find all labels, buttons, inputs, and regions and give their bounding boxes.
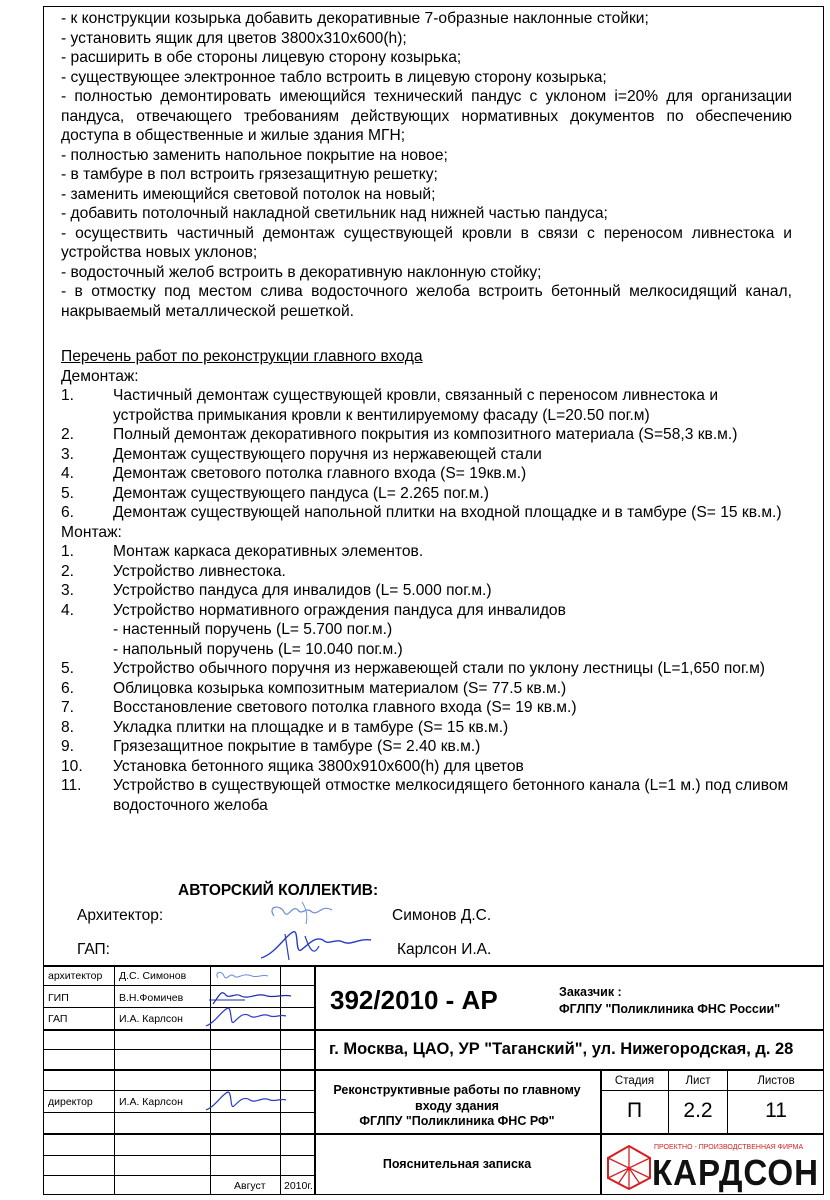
date-month: Август: [234, 1180, 266, 1192]
row-role: директор: [48, 1096, 93, 1108]
item-number: 7.: [61, 699, 75, 716]
list-item: [61, 503, 792, 523]
sheet-label: Лист: [685, 1075, 711, 1087]
intro-item: - заменить имеющийся световой потолок на новый;: [61, 185, 436, 203]
list-item: [61, 464, 792, 484]
project-code: 392/2010 - АР: [330, 985, 498, 1015]
mounting-list: [61, 542, 792, 815]
item-number: 10.: [61, 757, 83, 775]
address: г. Москва, ЦАО, УР "Таганский", ул. Нижегородская, д. 28: [329, 1040, 794, 1058]
item-main-text: Демонтаж существующего пандуса (L= 2.265 пог.м.): [113, 484, 489, 502]
row-role: ГИП: [48, 992, 69, 1004]
item-main-text: Полный демонтаж декоративного покрытия из композитного материала (S=58,3 кв.м.): [113, 426, 738, 443]
list-item: [61, 562, 792, 582]
item-main-text: Устройство ливнестока.: [113, 562, 286, 580]
item-text: [113, 425, 792, 445]
item-text: [113, 464, 792, 484]
item-main-text: Грязезащитное покрытие в тамбуре (S= 2.40 кв.м.): [113, 738, 481, 755]
item-main-text: Устройство в существующей отмостке мелкосидящего бетонного канала (L=1 м.) под сливом водосточного желоба: [113, 777, 789, 814]
item-main-text: Облицовка козырька композитным материалом (S= 77.5 кв.м.): [113, 679, 567, 697]
item-main-text: Восстановление светового потолка главного входа (S= 19 кв.м.): [113, 699, 577, 716]
item-main-text: Укладка плитки на площадке и в тамбуре (S= 15 кв.м.): [113, 718, 509, 736]
gap-name: Карлсон И.А.: [397, 941, 492, 958]
mounting-label: Монтаж:: [61, 523, 122, 541]
item-text: [113, 718, 792, 738]
item-main-text: Установка бетонного ящика 3800х910х600(h) для цветов: [113, 757, 524, 775]
firm-tagline: ПРОЕКТНО - ПРОИЗВОДСТВЕННАЯ ФИРМА: [654, 1144, 804, 1151]
row-name: Д.С. Симонов: [119, 970, 187, 982]
item-text: [113, 659, 792, 679]
item-number: 4.: [61, 601, 75, 619]
list-item: [61, 542, 792, 562]
item-number: 4.: [61, 465, 75, 482]
item-text: [113, 757, 792, 777]
sheets-value: 11: [765, 1099, 787, 1122]
item-main-text: Частичный демонтаж существующей кровли, связанный с переносом ливнестока и устройства примыкания кровли к вентилируемому фасаду (L=20.50 пог.м): [113, 387, 719, 424]
item-main-text: Демонтаж светового потолка главного входа (S= 19кв.м.): [113, 465, 527, 482]
item-number: 1.: [61, 387, 75, 404]
list-item: [61, 601, 792, 660]
item-number: 6.: [61, 504, 75, 521]
dismantling-list: [61, 386, 792, 523]
architect-role: Архитектор:: [77, 907, 164, 924]
dismantling-label: Демонтаж:: [61, 367, 139, 385]
customer-name: ФГЛПУ "Поликлиника ФНС России": [559, 1002, 781, 1016]
gap-signature-small: [200, 1004, 290, 1030]
item-text: [113, 698, 792, 718]
firm-logo: [604, 1142, 822, 1192]
architect-name: Симонов Д.С.: [392, 907, 492, 924]
item-text: [113, 542, 792, 562]
item-number: 3.: [61, 445, 75, 463]
firm-name: КАРДСОН: [652, 1152, 819, 1193]
list-item: [61, 425, 792, 445]
list-item: [61, 484, 792, 504]
item-text: [113, 581, 792, 601]
row-role: ГАП: [48, 1013, 68, 1025]
works-section: [61, 347, 792, 815]
intro-item: - полностью демонтировать имеющийся технический пандус с уклоном i=20% для организации пандуса, отвечающего требованиям действующих нормативных документов по обеспечению доступа в общественные и жилые здания МГН;: [61, 88, 792, 144]
customer-label: Заказчик :: [559, 985, 622, 999]
intro-item: - к конструкции козырька добавить декоративные 7-образные наклонные стойки;: [61, 10, 649, 27]
item-text: [113, 679, 792, 699]
work-title: [314, 1083, 600, 1130]
list-item: [61, 445, 792, 465]
item-number: 8.: [61, 718, 75, 736]
sheet-value: 2.2: [683, 1099, 713, 1122]
item-main-text: Устройство пандуса для инвалидов (L= 5.000 пог.м.): [113, 582, 492, 599]
row-role: архитектор: [48, 970, 103, 982]
item-main-text: Демонтаж существующего поручня из нержавеющей стали: [113, 445, 542, 463]
item-text: [113, 484, 792, 504]
list-item: [61, 659, 792, 679]
item-number: 9.: [61, 738, 75, 755]
row-name: В.Н.Фомичев: [119, 992, 184, 1004]
item-text: [113, 737, 792, 757]
item-number: 1.: [61, 543, 75, 560]
item-number: 3.: [61, 582, 75, 599]
architect-signature-small: [212, 966, 272, 986]
list-item: [61, 718, 792, 738]
item-number: 2.: [61, 562, 75, 580]
list-item: [61, 757, 792, 777]
list-item: [61, 698, 792, 718]
intro-item: - водосточный желоб встроить в декоративную наклонную стойку;: [61, 263, 542, 281]
intro-item: - существующее электронное табло встроить в лицевую сторону козырька;: [61, 68, 607, 86]
item-text: [113, 503, 792, 523]
date-year: 2010г.: [284, 1180, 313, 1192]
sheets-label: Листов: [757, 1075, 795, 1087]
item-text: [113, 601, 792, 660]
intro-item: - добавить потолочный накладной светильник над нижней частью пандуса;: [61, 205, 608, 222]
item-main-text: Устройство обычного поручня из нержавеющей стали по уклону лестницы (L=1,650 пог.м): [113, 660, 765, 677]
item-number: 5.: [61, 484, 75, 502]
team-heading: АВТОРСКИЙ КОЛЛЕКТИВ:: [178, 882, 379, 899]
customer: [559, 984, 780, 1018]
work-title-line: Реконструктивные работы по главному: [333, 1083, 581, 1097]
intro-item: - в отмостку под местом слива водосточного желоба встроить бетонный мелкосидящий канал, накрываемый металлической решеткой.: [61, 283, 792, 320]
list-item: [61, 386, 792, 425]
gap-signature: [255, 924, 380, 966]
work-title-line: входу здания: [415, 1098, 499, 1113]
item-main-text: Монтаж каркаса декоративных элементов.: [113, 543, 424, 560]
works-heading: Перечень работ по реконструкции главного входа: [61, 348, 423, 365]
item-main-text: Устройство нормативного ограждения пандуса для инвалидов: [113, 601, 566, 619]
item-text: [113, 445, 792, 465]
item-number: 5.: [61, 660, 75, 677]
row-name: И.А. Карлсон: [119, 1013, 183, 1025]
list-item: [61, 776, 792, 815]
list-item: [61, 679, 792, 699]
gap-role: ГАП:: [77, 941, 110, 958]
item-subtext: - напольный поручень (L= 10.040 пог.м.): [113, 640, 403, 658]
item-number: 11.: [61, 777, 82, 794]
work-title-line: ФГЛПУ "Поликлиника ФНС РФ": [359, 1114, 555, 1128]
intro-item: - расширить в обе стороны лицевую сторону козырька;: [61, 49, 462, 66]
firm-emblem-icon: [606, 1144, 652, 1190]
item-text: [113, 386, 792, 425]
item-number: 2.: [61, 426, 75, 443]
item-text: [113, 776, 792, 815]
intro-item: - осуществить частичный демонтаж существующей кровли в связи с переносом ливнестока и устройства новых уклонов;: [61, 224, 792, 261]
document-name: Пояснительная записка: [382, 1157, 532, 1171]
intro-item: - установить ящик для цветов 3800х310х600(h);: [61, 29, 407, 47]
intro-item: - полностью заменить напольное покрытие на новое;: [61, 146, 448, 164]
intro-item: - в тамбуре в пол встроить грязезащитную решетку;: [61, 166, 438, 183]
item-main-text: Демонтаж существующей напольной плитки на входной площадке и в тамбуре (S= 15 кв.м.): [113, 504, 782, 521]
list-item: [61, 737, 792, 757]
stage-value: П: [626, 1099, 643, 1122]
director-signature: [200, 1088, 290, 1114]
item-number: 6.: [61, 679, 75, 697]
list-item: [61, 581, 792, 601]
stage-label: Стадия: [614, 1075, 655, 1087]
intro-list: [61, 9, 792, 321]
item-text: [113, 562, 792, 582]
item-subtext: - настенный поручень (L= 5.700 пог.м.): [113, 621, 393, 638]
row-name: И.А. Карлсон: [119, 1096, 183, 1108]
